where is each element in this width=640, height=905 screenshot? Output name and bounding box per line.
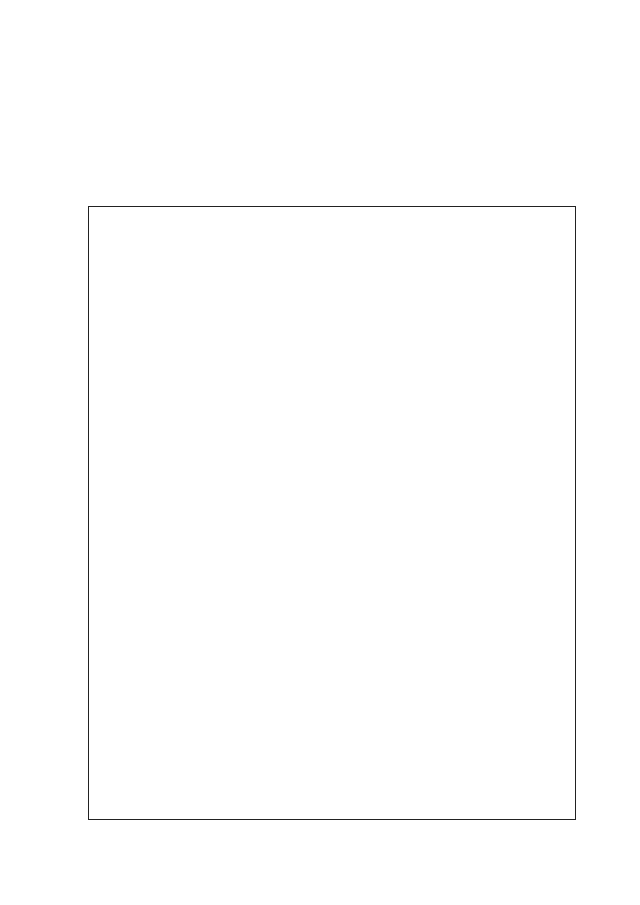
names-table (88, 206, 576, 820)
table-title (54, 206, 88, 820)
rotated-table-sheet (54, 206, 576, 820)
